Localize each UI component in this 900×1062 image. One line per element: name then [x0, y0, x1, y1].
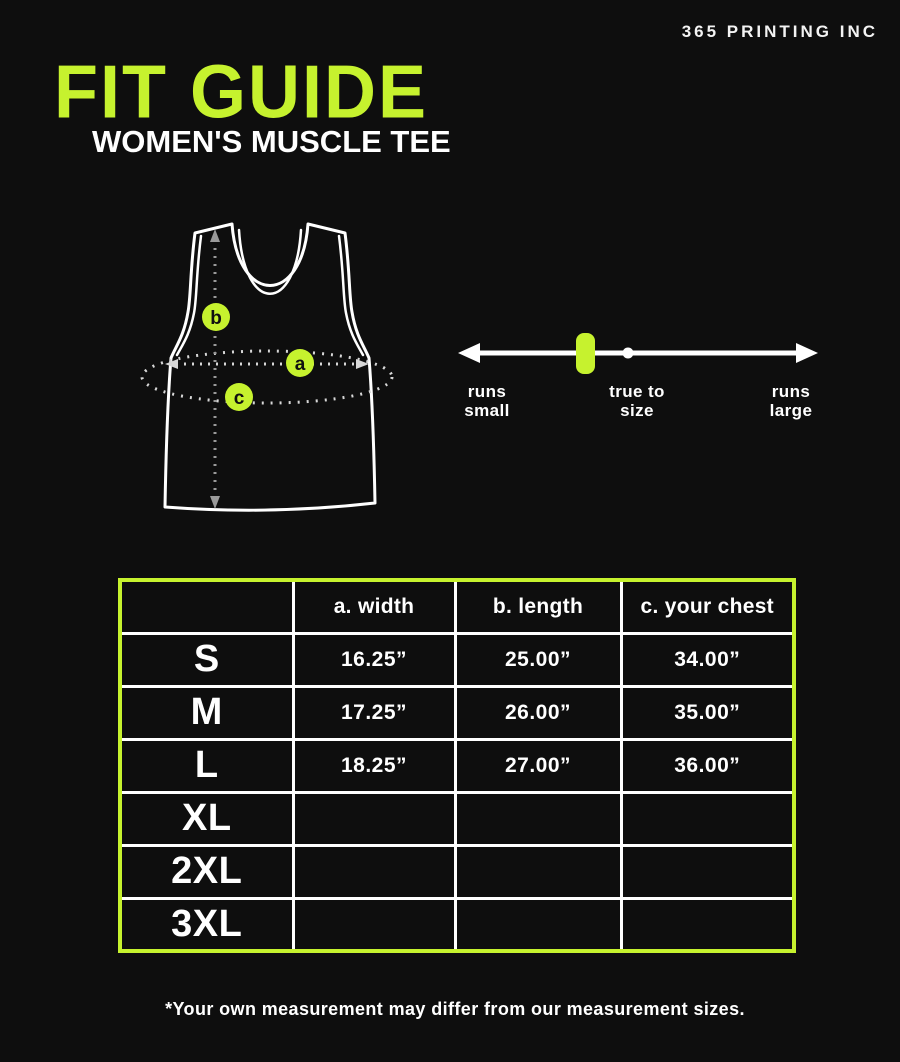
chest-value: 34.00” [621, 633, 794, 686]
fit-scale-arrow-icon [458, 343, 818, 363]
measurement-marker-b [202, 303, 230, 331]
measurement-marker-a [286, 349, 314, 377]
chest-value [621, 792, 794, 845]
size-chart [118, 578, 796, 953]
size-chart-header-row [120, 580, 794, 633]
true-to-size-line1: true to [609, 382, 665, 401]
measurement-disclaimer: *Your own measurement may differ from our measurement sizes. [165, 999, 745, 1019]
size-chart-table [118, 578, 796, 953]
true-to-size-dot [623, 348, 634, 359]
true-to-size-line2: size [620, 400, 654, 420]
runs-small-line2: small [464, 400, 510, 420]
page-subtitle: WOMEN'S MUSCLE TEE [92, 124, 451, 159]
size-label: 3XL [120, 898, 293, 951]
table-row-2xl [120, 845, 794, 898]
brand-name: 365 PRINTING INC [681, 22, 878, 41]
size-label: S [120, 633, 293, 686]
table-row-xl [120, 792, 794, 845]
width-value [293, 898, 455, 951]
length-value: 25.00” [455, 633, 621, 686]
fit-indicator-marker [576, 333, 595, 374]
tee-outline-icon [165, 224, 375, 510]
size-label: XL [120, 792, 293, 845]
marker-c-letter: c [233, 388, 245, 409]
length-value: 27.00” [455, 739, 621, 792]
scale-label-true-to-size [587, 383, 687, 420]
column-header-width: a. width [293, 580, 455, 633]
width-value [293, 845, 455, 898]
chest-measure-ellipse [142, 351, 392, 403]
corner-cell [120, 580, 293, 633]
measurement-marker-c [225, 383, 253, 411]
table-row-s [120, 633, 794, 686]
page-title: FIT GUIDE [54, 51, 428, 135]
runs-small-line1: runs [467, 382, 507, 401]
size-label: L [120, 739, 293, 792]
muscle-tee-diagram [140, 200, 420, 530]
scale-label-runs-small [446, 383, 528, 420]
column-header-length: b. length [455, 580, 621, 633]
size-label: M [120, 686, 293, 739]
width-value: 16.25” [293, 633, 455, 686]
length-measure-line [210, 229, 220, 509]
column-header-chest: c. your chest [621, 580, 794, 633]
runs-large-line1: runs [771, 382, 811, 401]
chest-value: 36.00” [621, 739, 794, 792]
size-label: 2XL [120, 845, 293, 898]
width-measure-line [165, 359, 369, 369]
width-value: 18.25” [293, 739, 455, 792]
marker-a-letter: a [294, 354, 306, 375]
marker-b-letter: b [210, 308, 222, 329]
scale-label-runs-large [749, 383, 833, 420]
length-value [455, 792, 621, 845]
runs-large-line2: large [769, 400, 813, 420]
table-row-3xl [120, 898, 794, 951]
chest-value [621, 898, 794, 951]
chest-value: 35.00” [621, 686, 794, 739]
table-row-l [120, 739, 794, 792]
width-value: 17.25” [293, 686, 455, 739]
chest-value [621, 845, 794, 898]
length-value [455, 845, 621, 898]
table-row-m [120, 686, 794, 739]
length-value [455, 898, 621, 951]
width-value [293, 792, 455, 845]
length-value: 26.00” [455, 686, 621, 739]
